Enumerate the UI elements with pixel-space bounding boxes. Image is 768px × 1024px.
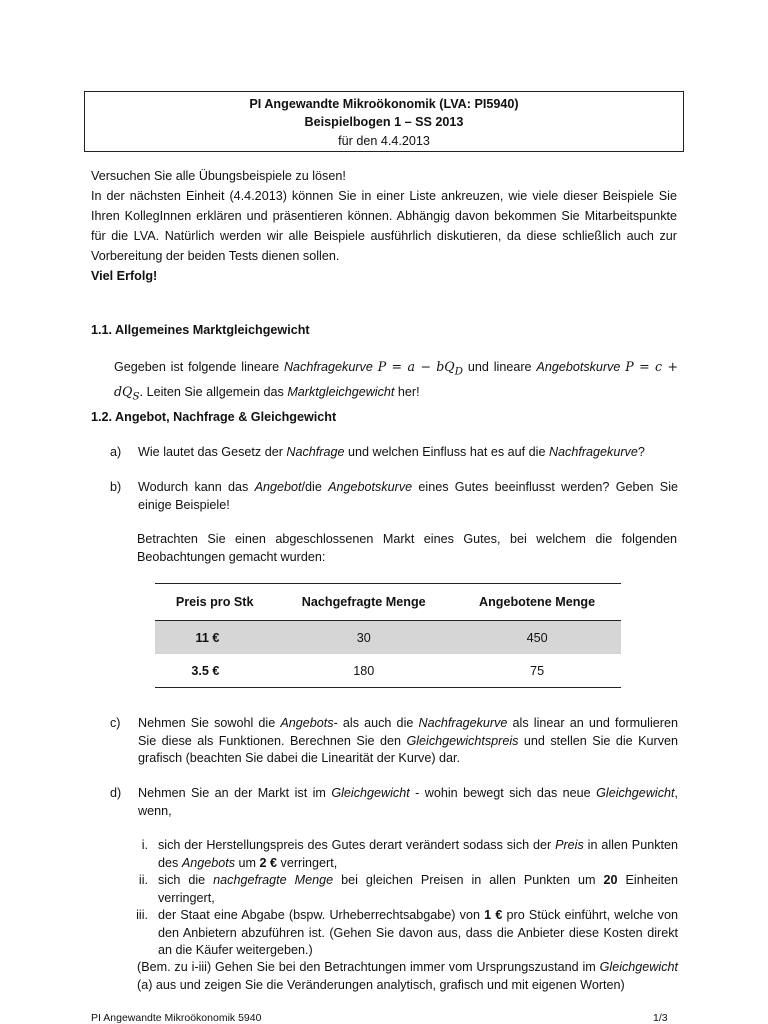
sub-item-i xyxy=(128,837,678,872)
qc-t4: Nachfragekurve xyxy=(418,716,508,730)
intro-line-1: Versuchen Sie alle Übungsbeispiele zu lösen! xyxy=(91,169,346,183)
s1-text-a: Gegeben ist folgende lineare xyxy=(114,360,284,374)
qc-t3: - als auch die xyxy=(333,716,419,730)
qa-t4: Nachfragekurve xyxy=(548,445,638,459)
s1-term-marktgleichgewicht: Marktgleichgewicht xyxy=(287,384,395,399)
sub-i-text xyxy=(158,837,678,872)
sub-item-iii xyxy=(128,907,678,960)
cell-preis: 11 € xyxy=(155,621,274,655)
question-b-text xyxy=(138,479,678,514)
si-t7: verringert, xyxy=(277,855,338,870)
cell-preis: 3.5 € xyxy=(155,654,274,688)
section-1-1-heading: 1.1. Allgemeines Marktgleichgewicht xyxy=(91,323,310,337)
question-a xyxy=(110,444,678,462)
due-date-line: für den 4.4.2013 xyxy=(338,133,430,148)
s1-text-c: . Leiten Sie allgemein das xyxy=(139,384,288,399)
qc-t6: Gleichgewichtspreis xyxy=(406,733,519,748)
col-header-preis: Preis pro Stk xyxy=(155,584,274,621)
si-t2: Preis xyxy=(555,838,584,852)
section-1-1-text xyxy=(114,357,678,406)
qa-t2: Nachfrage xyxy=(286,445,345,459)
demand-eq-sub: D xyxy=(454,365,464,378)
col-header-nachgefragt: Nachgefragte Menge xyxy=(274,584,453,621)
qd-t4: Gleichgewicht xyxy=(596,786,675,800)
supply-eq-sub: S xyxy=(132,390,140,403)
qb-t4: Angebotskurve xyxy=(328,480,413,494)
question-d-label: d) xyxy=(110,786,122,800)
question-b xyxy=(110,479,678,514)
question-c xyxy=(110,715,678,768)
demand-eq-main: P = a − bQ xyxy=(377,359,455,374)
question-c-text xyxy=(138,715,678,768)
table-row xyxy=(155,654,621,688)
qd-t3: - wohin bewegt sich das neue xyxy=(409,786,597,800)
sheet-subtitle: Beispielbogen 1 – SS 2013 xyxy=(304,115,464,130)
cell-nachgefragt: 180 xyxy=(274,654,453,688)
qd-t2: Gleichgewicht xyxy=(331,786,410,800)
col-header-angeboten: Angebotene Menge xyxy=(453,584,621,621)
remark-t2: Gleichgewicht xyxy=(599,960,678,974)
s1-term-nachfragekurve: Nachfragekurve xyxy=(283,360,373,374)
table-row xyxy=(155,621,621,655)
question-a-text xyxy=(138,444,678,462)
qd-t1: Nehmen Sie an der Markt ist im xyxy=(138,786,332,800)
intro-paragraph xyxy=(91,166,677,286)
qb-t3: /die xyxy=(301,480,329,494)
s1-term-angebotskurve: Angebotskurve xyxy=(536,360,621,374)
sub-ii-text xyxy=(158,872,678,907)
qc-t5: als linear an und formulieren Sie diese als Funktionen. Berechnen Sie den xyxy=(138,716,678,748)
sub-iii-text xyxy=(158,907,678,960)
question-d xyxy=(110,785,678,820)
qd-t5: , wenn, xyxy=(138,786,679,818)
s1-text-b: und lineare xyxy=(463,360,537,374)
si-t1: sich der Herstellungspreis des Gutes derart verändert sodass sich der xyxy=(158,838,556,852)
title-box xyxy=(84,91,684,152)
supply-eq-main: P = c + dQ xyxy=(114,359,678,399)
sii-t5: Einheiten verringert, xyxy=(158,873,679,905)
footer-page-number: 1/3 xyxy=(653,1012,668,1024)
observation-text: Betrachten Sie einen abgeschlossenen Markt eines Gutes, bei welchem die folgenden Beobachtungen gemacht wurden: xyxy=(137,532,677,564)
si-t4: Angebots xyxy=(181,855,236,870)
remark-t3: (a) aus und zeigen Sie die Veränderungen analytisch, grafisch und mit eigenen Worten) xyxy=(137,977,625,992)
qb-t5: eines Gutes beeinflusst werden? Geben Sie einige Beispiele! xyxy=(138,480,678,512)
sub-i-num: i. xyxy=(141,838,148,852)
siii-t1: der Staat eine Abgabe (bspw. Urheberrechtsabgabe) von xyxy=(158,908,485,922)
course-title: PI Angewandte Mikroökonomik (LVA: PI5940) xyxy=(249,97,519,111)
si-t6: 2 € xyxy=(259,855,278,870)
demand-equation xyxy=(377,359,464,378)
qb-t2: Angebot xyxy=(254,480,302,494)
observation-table xyxy=(155,583,621,688)
footer-course: PI Angewandte Mikroökonomik 5940 xyxy=(91,1012,262,1024)
si-t5: um xyxy=(235,855,260,870)
s1-text-d: her! xyxy=(394,384,420,399)
intro-closing: Viel Erfolg! xyxy=(91,269,158,283)
sub-ii-num: ii. xyxy=(138,873,148,887)
cell-angeboten: 75 xyxy=(453,654,621,688)
qc-t7: und stellen Sie die Kurven grafisch (beachten Sie dabei die Linearität der Kurve) dar. xyxy=(138,733,678,765)
section-1-2-heading: 1.2. Angebot, Nachfrage & Gleichgewicht xyxy=(91,410,337,424)
qa-t3: und welchen Einfluss hat es auf die xyxy=(344,445,549,459)
siii-t2: 1 € xyxy=(484,908,503,922)
qc-t2: Angebots xyxy=(280,716,334,730)
si-t3: in allen Punkten des xyxy=(158,838,679,870)
question-d-text xyxy=(138,785,678,820)
sii-t3: bei gleichen Preisen in allen Punkten um xyxy=(333,873,604,887)
sub-iii-num: iii. xyxy=(136,908,148,922)
qa-t5: ? xyxy=(637,445,645,459)
cell-angeboten: 450 xyxy=(453,621,621,655)
sub-item-ii xyxy=(128,872,678,907)
question-b-label: b) xyxy=(110,480,122,494)
cell-nachgefragt: 30 xyxy=(274,621,453,655)
qb-t1: Wodurch kann das xyxy=(138,480,255,494)
question-c-label: c) xyxy=(110,716,121,730)
remark-t1: (Bem. zu i-iii) Gehen Sie bei den Betrachtungen immer vom Ursprungszustand im xyxy=(137,960,600,974)
question-a-label: a) xyxy=(110,445,122,459)
qa-t1: Wie lautet das Gesetz der xyxy=(138,445,287,459)
table-header-row xyxy=(155,584,621,621)
qc-t1: Nehmen Sie sowohl die xyxy=(138,716,281,730)
sii-t1: sich die xyxy=(158,873,214,887)
remark-text xyxy=(137,959,678,994)
intro-line-2: In der nächsten Einheit (4.4.2013) können Sie in einer Liste ankreuzen, wie viele dieser Beispiele Sie Ihren KollegInnen erklären und präsentieren können. Abhängig davon bekommen Sie Mitarbeitspunkte für die LVA. Natürlich werden wir alle Beispiele ausführlich diskutieren, da diese schließlich auch zur Vorbereitung der beiden Tests dienen sollen. xyxy=(91,189,677,263)
sii-t4: 20 xyxy=(603,873,618,887)
siii-t3: pro Stück einführt, welche von den Anbietern abzuführen ist. (Gehen Sie davon aus, dass die Anbieter diese Kosten direkt an die Käufer weitergeben.) xyxy=(158,908,678,957)
sii-t2: nachgefragte Menge xyxy=(213,873,334,887)
